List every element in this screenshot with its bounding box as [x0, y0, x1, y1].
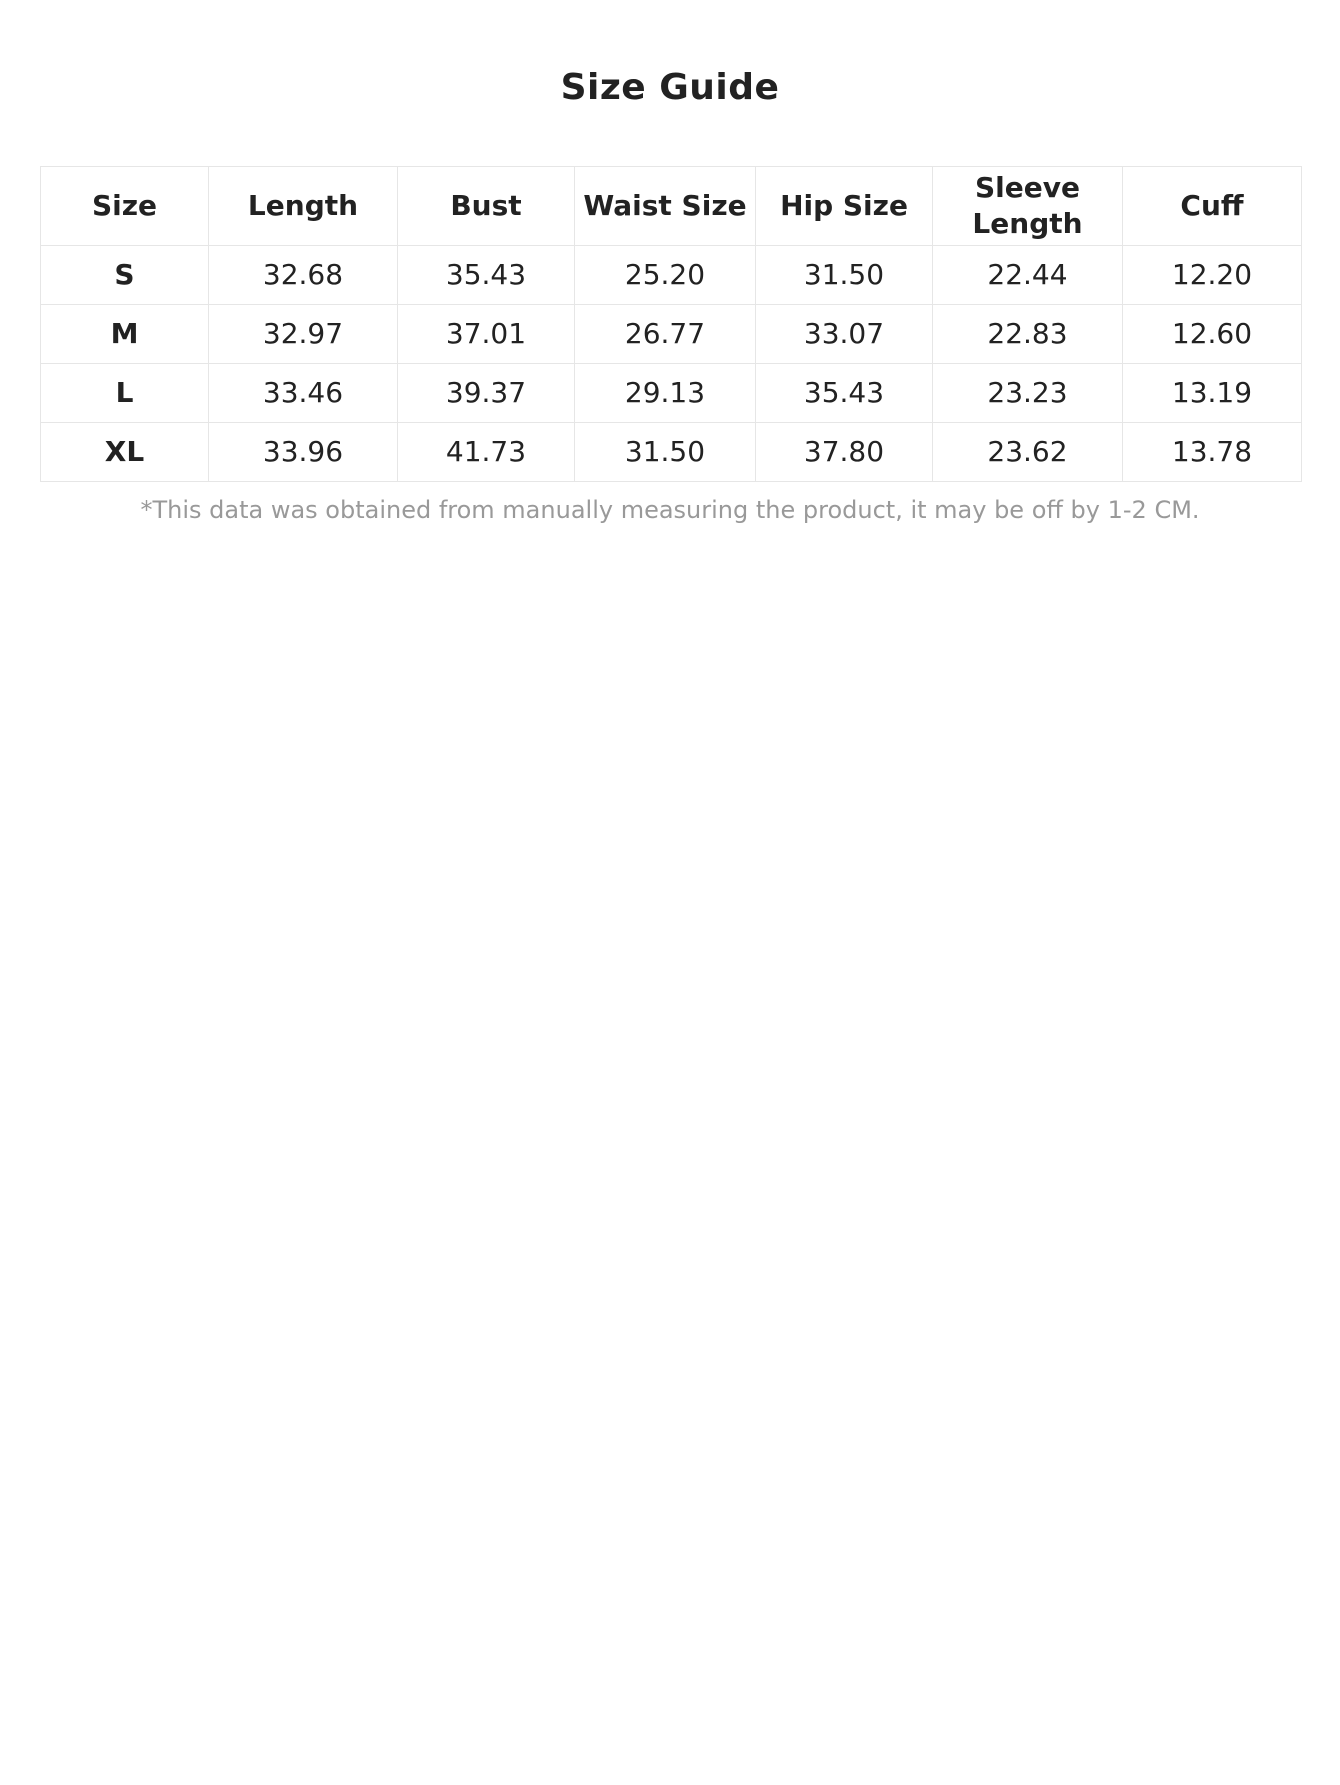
size-cell: S — [41, 246, 209, 305]
column-header-sleeve-length: Sleeve Length — [933, 167, 1123, 246]
column-header-hip-size: Hip Size — [756, 167, 933, 246]
table-row — [41, 423, 1302, 482]
waist-size-cell: 31.50 — [575, 423, 756, 482]
bust-cell: 41.73 — [398, 423, 575, 482]
cuff-cell: 13.78 — [1123, 423, 1302, 482]
sleeve-length-cell: 23.23 — [933, 364, 1123, 423]
column-header-bust: Bust — [398, 167, 575, 246]
waist-size-cell: 25.20 — [575, 246, 756, 305]
waist-size-cell: 29.13 — [575, 364, 756, 423]
length-cell: 32.68 — [209, 246, 398, 305]
bust-cell: 39.37 — [398, 364, 575, 423]
hip-size-cell: 31.50 — [756, 246, 933, 305]
size-cell: XL — [41, 423, 209, 482]
table-row — [41, 364, 1302, 423]
length-cell: 32.97 — [209, 305, 398, 364]
bust-cell: 37.01 — [398, 305, 575, 364]
table-row — [41, 305, 1302, 364]
column-header-size: Size — [41, 167, 209, 246]
column-header-length: Length — [209, 167, 398, 246]
hip-size-cell: 33.07 — [756, 305, 933, 364]
length-cell: 33.46 — [209, 364, 398, 423]
table-row — [41, 246, 1302, 305]
page-title: Size Guide — [560, 67, 780, 108]
size-cell: L — [41, 364, 209, 423]
length-cell: 33.96 — [209, 423, 398, 482]
measurement-disclaimer: *This data was obtained from manually measuring the product, it may be off by 1-2 CM. — [140, 496, 1200, 524]
sleeve-length-cell: 23.62 — [933, 423, 1123, 482]
hip-size-cell: 37.80 — [756, 423, 933, 482]
hip-size-cell: 35.43 — [756, 364, 933, 423]
size-guide-table — [40, 166, 1302, 482]
waist-size-cell: 26.77 — [575, 305, 756, 364]
cuff-cell: 12.60 — [1123, 305, 1302, 364]
cuff-cell: 12.20 — [1123, 246, 1302, 305]
size-cell: M — [41, 305, 209, 364]
sleeve-length-cell: 22.83 — [933, 305, 1123, 364]
column-header-cuff: Cuff — [1123, 167, 1302, 246]
bust-cell: 35.43 — [398, 246, 575, 305]
table-header-row — [41, 167, 1302, 246]
column-header-waist-size: Waist Size — [575, 167, 756, 246]
sleeve-length-cell: 22.44 — [933, 246, 1123, 305]
cuff-cell: 13.19 — [1123, 364, 1302, 423]
